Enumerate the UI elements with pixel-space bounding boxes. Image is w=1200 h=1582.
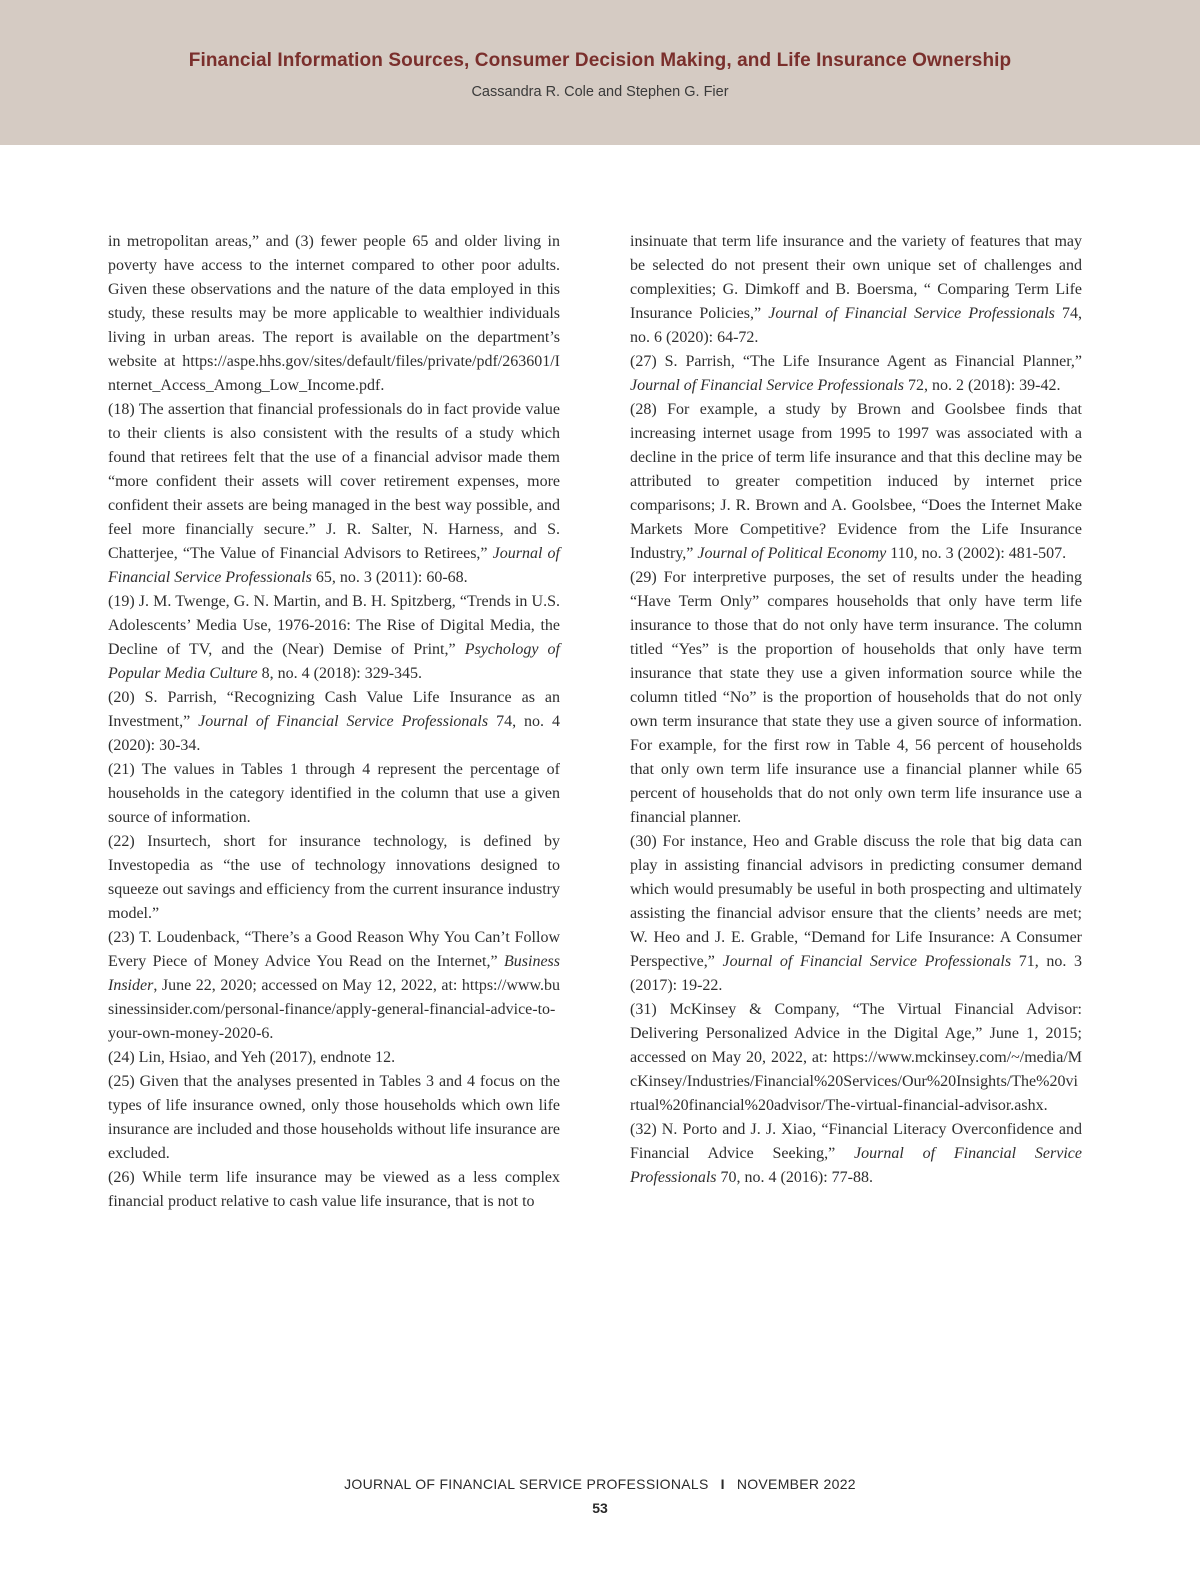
footer-separator: I xyxy=(720,1476,725,1492)
journal-name: Psychology of Popular Media Culture xyxy=(108,641,560,682)
endnote-24: (24) Lin, Hsiao, and Yeh (2017), endnote 12. xyxy=(108,1049,396,1066)
journal-name: Journal of Financial Service Professionals xyxy=(768,305,1055,322)
endnote-18: (18) The assertion that financial professionals do in fact provide value to their clients is also consistent with the results of a study which found that retirees felt that the use of a financial advisor made them “more confident their assets will cover retirement expenses, more confident their assets are being managed in the best way possible, and feel more financially secure.” J. R. Salter, N. Harness, and S. Chatterjee, “The Value of Financial Advisors to Retirees,” Journal of Financial Service Professionals 65, no. 3 (2011): 60-68. xyxy=(108,401,561,586)
article-title: Financial Information Sources, Consumer Decision Making, and Life Insurance Ownership xyxy=(188,50,1012,71)
footer-journal-name: JOURNAL OF FINANCIAL SERVICE PROFESSIONALS xyxy=(344,1476,709,1492)
journal-name: Journal of Financial Service Professionals xyxy=(630,377,905,394)
endnote-21: (21) The values in Tables 1 through 4 represent the percentage of households in the category identified in the column that use a given source of information. xyxy=(108,761,560,826)
endnote-url[interactable]: https://aspe.hhs.gov/sites/default/files/private/pdf/263601/Internet_Access_Among_Low_Income.pdf. xyxy=(108,353,560,394)
running-header xyxy=(0,0,1200,145)
endnote-27: (27) S. Parrish, “The Life Insurance Agent as Financial Planner,” Journal of Financial Service Professionals 72, no. 2 (2018): 39-42. xyxy=(630,353,1082,394)
endnote-22: (22) Insurtech, short for insurance technology, is defined by Investopedia as “the use of technology innovations designed to squeeze out savings and efficiency from the current insurance industry model.” xyxy=(108,833,560,922)
endnote-23: (23) T. Loudenback, “There’s a Good Reason Why You Can’t Follow Every Piece of Money Advice You Read on the Internet,” Business Insider, June 22, 2020; accessed on May 12, 2022, at: https://www.businessinsider.com/personal-finance/apply-general-financial-advice-to-your-own-money-2020-6. xyxy=(108,929,560,1042)
endnote-17-continued: in metropolitan areas,” and (3) fewer people 65 and older living in poverty have access to the internet compared to other poor adults. Given these observations and the nature of the data employed in this study, these results may be more applicable to wealthier individuals living in urban areas. The report is available on the department’s website at https://aspe.hhs.gov/sites/default/files/private/pdf/263601/Internet_Access_Among_Low_Income.pdf. xyxy=(108,233,560,394)
journal-name: Journal of Financial Service Professionals xyxy=(630,1145,1082,1186)
endnote-29: (29) For interpretive purposes, the set of results under the heading “Have Term Only” compares households that only have term life insurance to those that do not only have term insurance. The column titled “Yes” is the proportion of households that only have term insurance that state they use a given information source while the column titled “No” is the proportion of households that do not only own term insurance that state they use a given source of information. For example, for the first row in Table 4, 56 percent of households that only own term life insurance use a financial planner while 65 percent of households that do not only own term life insurance use a financial planner. xyxy=(630,569,1082,826)
article-authors: Cassandra R. Cole and Stephen G. Fier xyxy=(471,84,729,100)
footer-issue: NOVEMBER 2022 xyxy=(736,1476,856,1492)
journal-name: Journal of Financial Service Professionals xyxy=(108,545,561,586)
left-column xyxy=(108,230,560,1214)
endnote-url[interactable]: https://www.mckinsey.com/~/media/McKinsey/Industries/Financial%20Services/Our%20Insights/The%20virtual%20financial%20advisor/The-virtual-financial-advisor.ashx. xyxy=(630,1049,1082,1114)
endnote-32: (32) N. Porto and J. J. Xiao, “Financial Literacy Overconfidence and Financial Advice Seeking,” Journal of Financial Service Professionals 70, no. 4 (2016): 77-88. xyxy=(630,1121,1082,1186)
right-column xyxy=(630,230,1082,1190)
journal-name: Business Insider xyxy=(108,953,560,994)
endnote-26-continued: insinuate that term life insurance and the variety of features that may be selected do not present their own unique set of challenges and complexities; G. Dimkoff and B. Boersma, “ Comparing Term Life Insurance Policies,” Journal of Financial Service Professionals 74, no. 6 (2020): 64-72. xyxy=(630,233,1083,346)
page-number: 53 xyxy=(592,1500,608,1516)
running-footer xyxy=(0,1476,1200,1492)
journal-name: Journal of Financial Service Professionals xyxy=(198,713,489,730)
journal-name: Journal of Political Economy xyxy=(697,545,887,562)
endnote-30: (30) For instance, Heo and Grable discuss the role that big data can play in assisting financial advisors in predicting consumer demand which would presumably be useful in both prospecting and ultimately assisting the financial advisor ensure that the clients’ needs are met; W. Heo and J. E. Grable, “Demand for Life Insurance: A Consumer Perspective,” Journal of Financial Service Professionals 71, no. 3 (2017): 19-22. xyxy=(630,833,1083,994)
endnote-20: (20) S. Parrish, “Recognizing Cash Value Life Insurance as an Investment,” Journal of Financial Service Professionals 74, no. 4 (2020): 30-34. xyxy=(108,689,561,754)
endnote-28: (28) For example, a study by Brown and Goolsbee finds that increasing internet usage from 1995 to 1997 was associated with a decline in the price of term life insurance and that this decline may be attributed to greater competition induced by internet price comparisons; J. R. Brown and A. Goolsbee, “Does the Internet Make Markets More Competitive? Evidence from the Life Insurance Industry,” Journal of Political Economy 110, no. 3 (2002): 481-507. xyxy=(630,401,1082,562)
journal-name: Journal of Financial Service Professionals xyxy=(722,953,1012,970)
endnote-31: (31) McKinsey & Company, “The Virtual Financial Advisor: Delivering Personalized Advice in the Digital Age,” June 1, 2015; accessed on May 20, 2022, at: https://www.mckinsey.com/~/media/McKinsey/Industries/Financial%20Services/Our%20Insights/The%20virtual%20financial%20advisor/The-virtual-financial-advisor.ashx. xyxy=(630,1001,1082,1114)
endnote-25: (25) Given that the analyses presented in Tables 3 and 4 focus on the types of life insurance owned, only those households which own life insurance are included and those households without life insurance are excluded. xyxy=(108,1073,560,1162)
endnote-19: (19) J. M. Twenge, G. N. Martin, and B. H. Spitzberg, “Trends in U.S. Adolescents’ Media Use, 1976-2016: The Rise of Digital Media, the Decline of TV, and the (Near) Demise of Print,” Psychology of Popular Media Culture 8, no. 4 (2018): 329-345. xyxy=(108,593,560,682)
endnote-url[interactable]: https://www.businessinsider.com/personal-finance/apply-general-financial-advice-to-your-own-money-2020-6. xyxy=(108,977,560,1042)
endnote-26: (26) While term life insurance may be viewed as a less complex financial product relative to cash value life insurance, that is not to xyxy=(108,1169,560,1210)
